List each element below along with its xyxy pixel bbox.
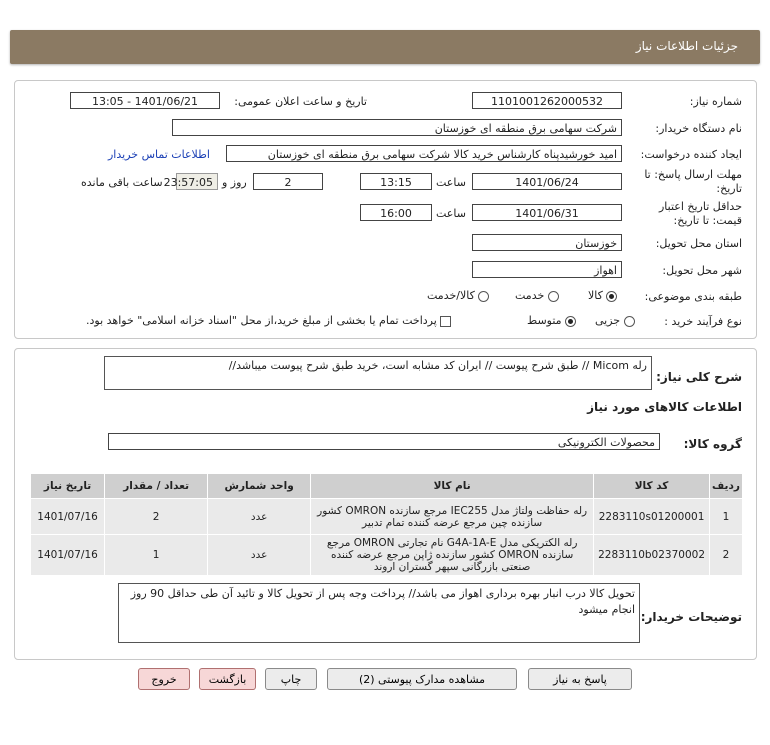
announce-field: 1401/06/21 - 13:05 — [70, 92, 220, 109]
summary-field: رله Micom // طبق شرح پیوست // ایران کد مشابه است، خرید طبق شرح پیوست میباشد// — [104, 356, 652, 390]
category-label: طبقه بندی موضوعی: — [644, 290, 742, 303]
radio-selected-icon — [565, 316, 576, 327]
validity-date-field: 1401/06/31 — [472, 204, 622, 221]
cell-unit: عدد — [208, 535, 311, 576]
buyer-field: شرکت سهامی برق منطقه ای خوزستان — [172, 119, 622, 136]
validity-label-2: قیمت: تا تاریخ: — [673, 214, 742, 227]
deadline-label-2: تاریخ: — [716, 182, 742, 195]
need-number-label: شماره نیاز: — [689, 95, 742, 108]
deadline-time-field: 13:15 — [360, 173, 432, 190]
summary-label: شرح کلی نیاز: — [656, 370, 742, 384]
creator-field: امید خورشیدپناه کارشناس خرید کالا شرکت سهامی برق منطقه ای خوزستان — [226, 145, 622, 162]
treasury-payment-option[interactable]: پرداخت تمام یا بخشی از مبلغ خرید،از محل "اسناد خزانه اسلامی" خواهد بود. — [86, 314, 451, 327]
cell-qty: 2 — [105, 499, 208, 535]
deadline-label: مهلت ارسال پاسخ: تا — [644, 168, 742, 181]
col-qty: تعداد / مقدار — [105, 474, 208, 499]
page-header — [10, 30, 760, 64]
cell-code: 2283110b02370002 — [594, 535, 710, 576]
days-field: 2 — [253, 173, 323, 190]
contact-info-link[interactable]: اطلاعات تماس خریدار — [108, 148, 210, 161]
cell-unit: عدد — [208, 499, 311, 535]
city-label: شهر محل تحویل: — [662, 264, 742, 277]
page-title: جزئیات اطلاعات نیاز — [635, 39, 738, 53]
checkbox-icon — [440, 316, 451, 327]
days-label: روز و — [222, 176, 247, 189]
col-index: ردیف — [710, 474, 743, 499]
buyer-label: نام دستگاه خریدار: — [655, 122, 742, 135]
cell-date: 1401/07/16 — [31, 499, 105, 535]
need-number-field: 1101001262000532 — [472, 92, 622, 109]
validity-time-label: ساعت — [436, 207, 466, 220]
table-row[interactable] — [31, 535, 743, 576]
process-label: نوع فرآیند خرید : — [664, 315, 742, 328]
province-label: استان محل تحویل: — [655, 237, 742, 250]
deadline-date-field: 1401/06/24 — [472, 173, 622, 190]
cell-index: 2 — [710, 535, 743, 576]
table-header-row — [31, 474, 743, 499]
back-button[interactable]: بازگشت — [199, 668, 256, 690]
cell-code: 2283110s01200001 — [594, 499, 710, 535]
process-option-medium[interactable]: متوسط — [527, 314, 576, 327]
reply-button[interactable]: پاسخ به نیاز — [528, 668, 632, 690]
buyer-notes-label: توضیحات خریدار: — [640, 610, 742, 624]
validity-label: حداقل تاریخ اعتبار — [658, 200, 742, 213]
group-field: محصولات الکترونیکی — [108, 433, 660, 450]
cell-qty: 1 — [105, 535, 208, 576]
goods-table — [30, 473, 743, 576]
remaining-time-field: 23:57:05 — [176, 173, 218, 190]
goods-section-title: اطلاعات کالاهای مورد نیاز — [587, 400, 742, 414]
buyer-notes-field: تحویل کالا درب انبار بهره برداری اهواز می باشد// پرداخت وجه پس از تحویل کالا و تائید آن طی حداقل 90 روز انجام میشود — [118, 583, 640, 643]
creator-label: ایجاد کننده درخواست: — [640, 148, 742, 161]
category-option-goods-service[interactable]: کالا/خدمت — [427, 289, 489, 302]
group-label: گروه کالا: — [683, 437, 742, 451]
cell-index: 1 — [710, 499, 743, 535]
table-row[interactable] — [31, 499, 743, 535]
announce-label: تاریخ و ساعت اعلان عمومی: — [234, 95, 367, 108]
cell-name: رله الکتریکی مدل G4A-1A-E نام تجارتی OMRON مرجع سازنده OMRON کشور سازنده ژاپن مرجع عرضه کننده صنعتی بازرگانی سپهر گستران اروند — [311, 535, 594, 576]
radio-icon — [478, 291, 489, 302]
col-date: تاریخ نیاز — [31, 474, 105, 499]
deadline-time-label: ساعت — [436, 176, 466, 189]
radio-selected-icon — [606, 291, 617, 302]
col-name: نام کالا — [311, 474, 594, 499]
city-field: اهواز — [472, 261, 622, 278]
remaining-label: ساعت باقی مانده — [81, 176, 163, 189]
col-unit: واحد شمارش — [208, 474, 311, 499]
province-field: خوزستان — [472, 234, 622, 251]
exit-button[interactable]: خروج — [138, 668, 190, 690]
view-attachments-button[interactable]: مشاهده مدارک پیوستی (2) — [327, 668, 517, 690]
radio-icon — [548, 291, 559, 302]
print-button[interactable]: چاپ — [265, 668, 317, 690]
radio-icon — [624, 316, 635, 327]
cell-name: رله حفاظت ولتاژ مدل IEC255 مرجع سازنده OMRON کشور سازنده چین مرجع عرضه کننده تمام تدبیر — [311, 499, 594, 535]
category-option-service[interactable]: خدمت — [515, 289, 559, 302]
category-option-goods[interactable]: کالا — [588, 289, 617, 302]
validity-time-field: 16:00 — [360, 204, 432, 221]
process-option-minor[interactable]: جزیی — [595, 314, 635, 327]
cell-date: 1401/07/16 — [31, 535, 105, 576]
col-code: کد کالا — [594, 474, 710, 499]
